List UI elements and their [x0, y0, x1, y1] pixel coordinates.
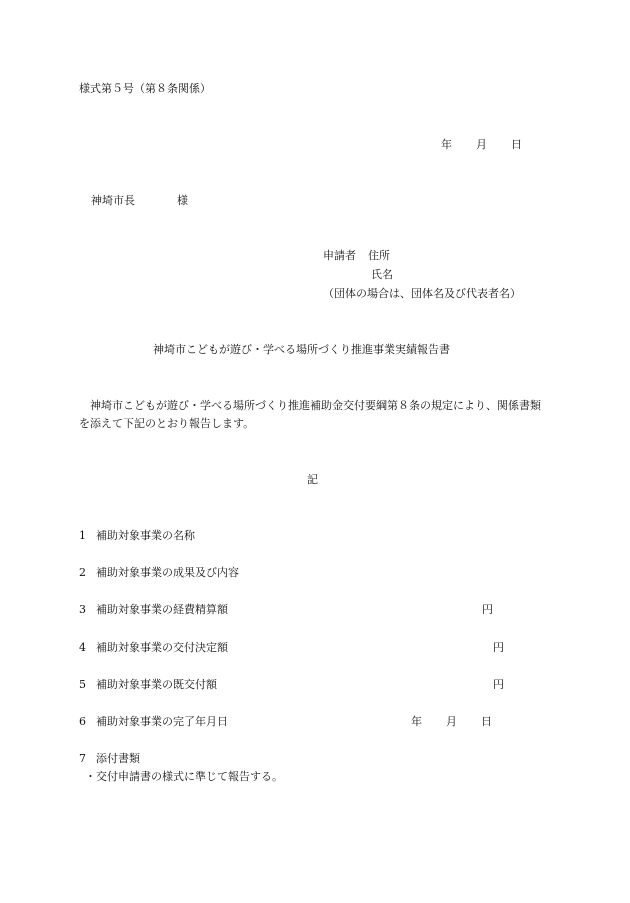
- addressee: [91, 194, 188, 208]
- item-project-name: [79, 529, 195, 543]
- date-month-label: 月: [476, 138, 487, 151]
- already-granted-yen-unit: 円: [493, 678, 504, 691]
- submission-date: [441, 138, 522, 152]
- grant-decision-yen-unit: 円: [493, 641, 504, 654]
- item-label: 添付書類: [96, 752, 140, 765]
- item-label: 補助対象事業の完了年月日: [96, 715, 228, 728]
- item-number: 7: [79, 752, 86, 765]
- item-results-content: [79, 566, 239, 580]
- item-number: 5: [79, 678, 86, 691]
- addressee-name: 神埼市長: [91, 194, 135, 207]
- expense-settlement-yen-unit: 円: [482, 603, 493, 616]
- item-number: 6: [79, 715, 86, 728]
- completion-year-label: 年: [411, 715, 422, 728]
- date-year-label: 年: [441, 138, 452, 151]
- completion-day-label: 日: [481, 715, 492, 728]
- date-day-label: 日: [511, 138, 522, 151]
- attachment-bullet: ・交付申請書の様式に準じて報告する。: [85, 770, 283, 783]
- item-attachments: [79, 752, 140, 766]
- item-label: 補助対象事業の交付決定額: [96, 641, 228, 654]
- item-label: 補助対象事業の経費精算額: [96, 603, 228, 616]
- item-completion-date: [79, 715, 228, 729]
- item-grant-decision: [79, 641, 228, 655]
- item-already-granted: [79, 678, 217, 692]
- item-number: 4: [79, 641, 86, 654]
- addressee-honorific: 様: [177, 194, 188, 207]
- item-expense-settlement: [79, 603, 228, 617]
- form-number-label: 様式第５号（第８条関係）: [79, 82, 211, 95]
- item-number: 1: [79, 529, 86, 542]
- ki-heading: 記: [307, 473, 318, 486]
- completion-month-label: 月: [446, 715, 457, 728]
- applicant-label: 申請者: [323, 249, 356, 262]
- applicant-name-label: 氏名: [371, 268, 393, 281]
- applicant-address-line: [323, 249, 390, 263]
- body-paragraph: 神埼市こどもが遊び・学べる場所づくり推進補助金交付要綱第８条の規定により、関係書類を添えて下記のとおり報告します。: [79, 399, 541, 430]
- item-number: 3: [79, 603, 86, 616]
- applicant-group-note: （団体の場合は、団体名及び代表者名）: [323, 287, 521, 300]
- document-title: 神埼市こどもが遊び・学べる場所づくり推進事業実績報告書: [153, 343, 450, 356]
- item-label: 補助対象事業の既交付額: [96, 678, 217, 691]
- applicant-address-label: 住所: [368, 249, 390, 262]
- item-label: 補助対象事業の名称: [96, 529, 195, 542]
- completion-date-fields: [411, 715, 492, 729]
- item-label: 補助対象事業の成果及び内容: [96, 566, 239, 579]
- item-number: 2: [79, 566, 86, 579]
